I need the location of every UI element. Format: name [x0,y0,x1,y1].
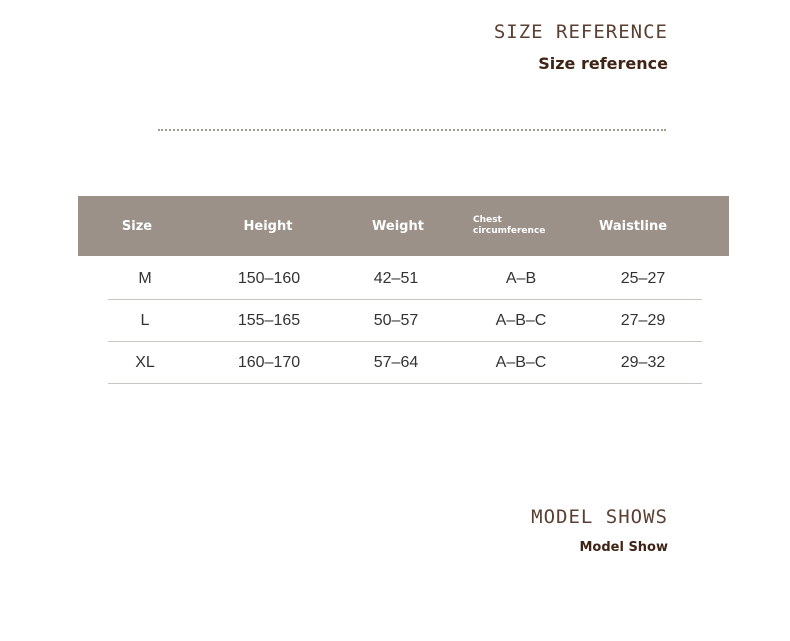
cell-waistline: 29–32 [620,353,666,371]
cell-waistline: 27–29 [620,311,666,329]
header-chest-circumference: Chest circumference [473,215,546,236]
table-row [108,300,702,342]
cell-weight: 42–51 [373,269,419,287]
size-reference-title: SIZE REFERENCE [493,21,668,43]
cell-chest: A–B–C [495,311,547,329]
header-size: Size [121,218,153,234]
cell-size: M [138,269,152,287]
cell-size: XL [135,353,155,371]
table-row [108,258,702,300]
model-show-subtitle: Model Show [579,540,668,555]
size-table-header [78,196,729,256]
cell-weight: 57–64 [373,353,419,371]
cell-waistline: 25–27 [620,269,666,287]
cell-height: 160–170 [237,353,301,371]
size-reference-subtitle: Size reference [538,54,668,73]
header-height: Height [243,218,293,234]
cell-height: 150–160 [237,269,301,287]
cell-weight: 50–57 [373,311,419,329]
model-shows-title: MODEL SHOWS [531,506,668,528]
size-table-body [108,258,702,384]
cell-size: L [140,311,150,329]
cell-chest: A–B [505,269,537,287]
dotted-divider [158,129,666,131]
cell-chest: A–B–C [495,353,547,371]
header-weight: Weight [372,218,424,234]
cell-height: 155–165 [237,311,301,329]
table-row [108,342,702,384]
header-waistline: Waistline [598,218,668,234]
